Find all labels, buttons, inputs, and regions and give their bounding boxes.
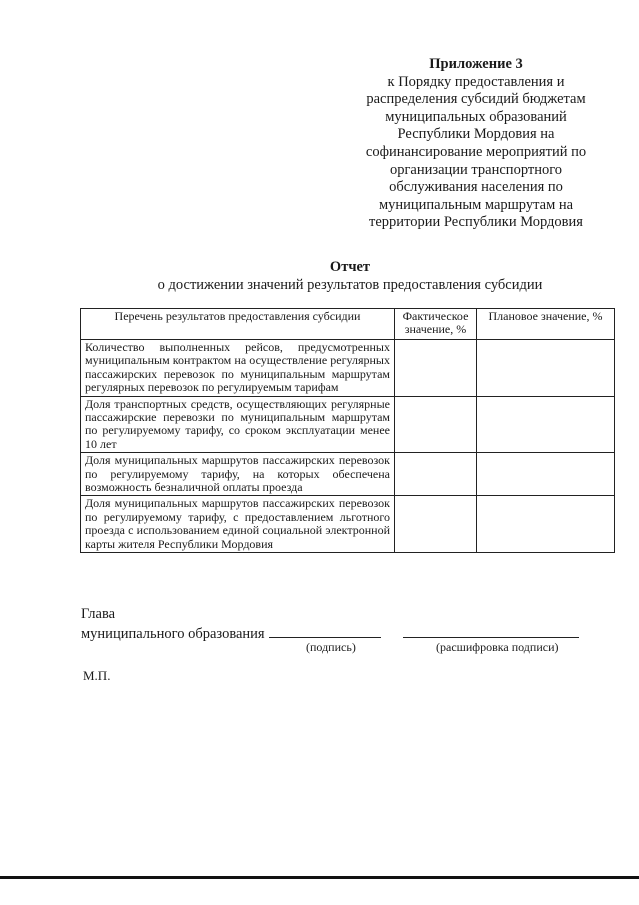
header-actual-value: Фактическое значение, %: [395, 309, 477, 340]
result-description: Доля муниципальных маршрутов пассажирских перевозок по регулируемому тарифу, с предоставлением льготного проезда с использованием единой социальной электронной карты жителя Республики Мордовия: [81, 496, 395, 553]
table-row: [81, 396, 615, 453]
result-description: Количество выполненных рейсов, предусмотренных муниципальным контрактом на осуществление регулярных пассажирских перевозок по муниципальным маршрутам регулярных перевозок по регулируемым тарифам: [81, 340, 395, 397]
planned-value-cell: [477, 396, 615, 453]
report-subtitle: о достижении значений результатов предоставления субсидии: [157, 277, 543, 293]
result-description: Доля транспортных средств, осуществляющих регулярные пассажирские перевозки по муниципальным маршрутам по регулируемому тарифу, со сроком эксплуатации менее 10 лет: [81, 396, 395, 453]
planned-value-cell: [477, 496, 615, 553]
appendix-line: организации транспортного: [389, 161, 563, 178]
stamp-place: М.П.: [83, 668, 111, 683]
appendix-block: [340, 56, 612, 232]
signature-block: [81, 605, 621, 644]
planned-value-cell: [477, 453, 615, 496]
report-title: Отчет: [329, 259, 371, 275]
header-planned-value: Плановое значение, %: [477, 309, 615, 340]
appendix-line: к Порядку предоставления и: [387, 73, 565, 90]
actual-value-cell: [395, 496, 477, 553]
signature-line: [269, 624, 381, 638]
appendix-line: муниципальных образований: [385, 108, 567, 125]
report-title-block: [0, 258, 639, 294]
decoding-caption: (расшифровка подписи): [436, 640, 559, 654]
table-row: [81, 340, 615, 397]
signature-role-line2: муниципального образования: [81, 626, 265, 642]
appendix-line: обслуживания населения по: [389, 179, 563, 196]
signature-role-line1: Глава: [81, 606, 116, 622]
appendix-line: Республики Мордовия на: [397, 126, 555, 143]
appendix-heading: Приложение 3: [429, 56, 523, 72]
appendix-line: распределения субсидий бюджетам: [366, 91, 586, 108]
appendix-line: муниципальным маршрутам на: [378, 196, 574, 213]
signature-caption: (подпись): [306, 640, 356, 654]
header-results-list: Перечень результатов предоставления субсидии: [81, 309, 395, 340]
table-header-row: [81, 309, 615, 340]
table-row: [81, 496, 615, 553]
results-table: [80, 308, 615, 553]
planned-value-cell: [477, 340, 615, 397]
signature-decoding-line: [403, 624, 579, 638]
appendix-line: территории Республики Мордовия: [369, 214, 583, 231]
actual-value-cell: [395, 396, 477, 453]
result-description: Доля муниципальных маршрутов пассажирских перевозок по регулируемому тарифу, на которых обеспечена возможность безналичной оплаты проезда: [81, 453, 395, 496]
table-row: [81, 453, 615, 496]
page-bottom-rule: [0, 876, 639, 879]
actual-value-cell: [395, 340, 477, 397]
actual-value-cell: [395, 453, 477, 496]
appendix-line: софинансирование мероприятий по: [365, 143, 587, 160]
